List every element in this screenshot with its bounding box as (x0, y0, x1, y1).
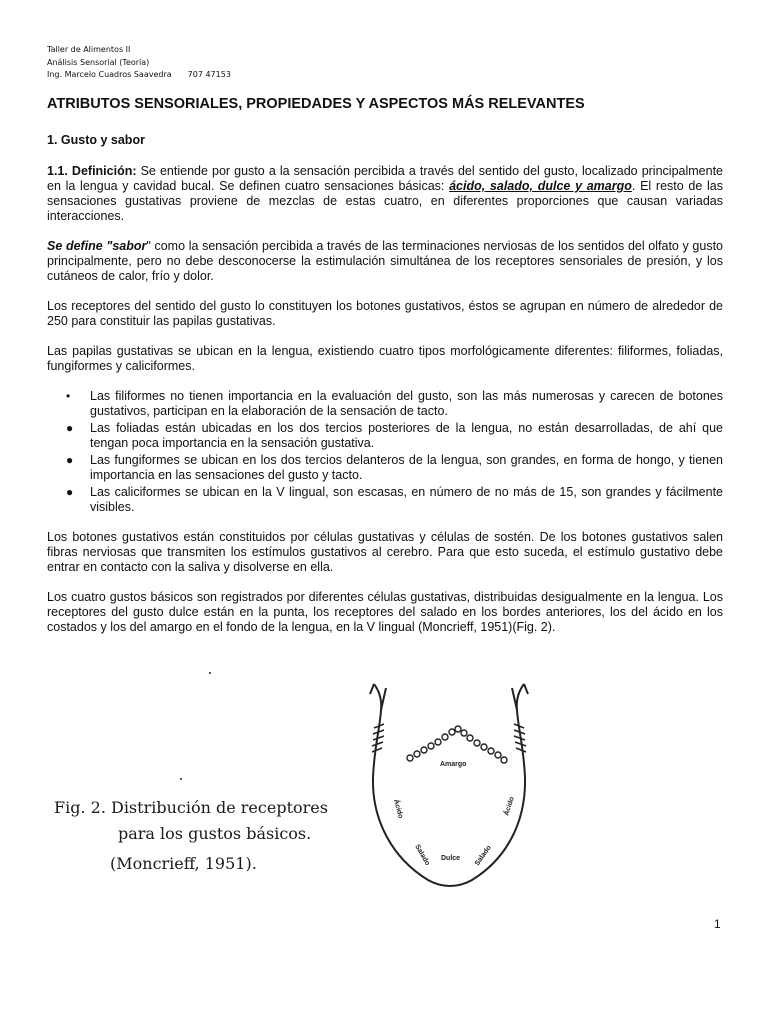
receptores-paragraph: Los receptores del sentido del gusto lo constituyen los botones gustativos, éstos se agrupan en número de alrededor de 250 para constituir las papilas gustativas. (47, 299, 723, 328)
sabor-paragraph (47, 239, 723, 284)
caption-line-2: para los gustos básicos. (118, 824, 312, 843)
bullet-marker: ● (66, 485, 74, 499)
bullet-marker: ● (66, 453, 74, 467)
list-item-text: Las fungiformes se ubican en los dos tercios delanteros de la lengua, son grandes, en forma de hongo, y tienen importancia en las sensaciones del gusto y tacto. (90, 453, 723, 482)
definition-paragraph (47, 164, 723, 224)
list-item (47, 421, 723, 451)
left-fork-mark (370, 684, 386, 710)
list-item (47, 389, 723, 419)
tongue-diagram-svg (360, 680, 540, 895)
right-fork-mark (512, 684, 528, 710)
section-heading: 1. Gusto y sabor (47, 133, 145, 147)
body-content (47, 164, 723, 650)
label-dulce: Dulce (441, 855, 461, 862)
caption-line-1: Fig. 2. Distribución de receptores (54, 798, 328, 817)
label-amargo: Amargo (440, 761, 467, 768)
basic-tastes-emphasis: ácido, salado, dulce y amargo (449, 179, 632, 193)
papilas-paragraph: Las papilas gustativas se ubican en la lengua, existiendo cuatro tipos morfológicamente diferentes: filiformes, foliadas, fungiformes y caliciformes. (47, 344, 723, 373)
sabor-lead: Se define "sabor (47, 239, 147, 253)
cuatro-gustos-paragraph: Los cuatro gustos básicos son registrados por diferentes células gustativas, distribuidas desigualmente en la lengua. Los receptores del gusto dulce están en la punta, los receptores del salado en los bordes anteriores, los del ácido en los costados y los del amargo en el fondo de la lengua, en la V lingual (Moncrieff, 1951)(Fig. 2). (47, 590, 723, 634)
teacher-name: Ing. Marcelo Cuadros Saavedra (47, 70, 172, 79)
definition-text-b: . El resto de las sensaciones gustativas proviene de mezclas de estas cuatro, en diferentes proporciones que causan variadas interacciones. (47, 179, 723, 223)
scan-speck (209, 672, 211, 674)
page-number: 1 (714, 917, 721, 931)
figure-caption (54, 795, 328, 877)
teacher-line (47, 69, 231, 82)
definition-label: 1.1. Definición: (47, 164, 137, 178)
tongue-diagram (360, 680, 540, 900)
label-acido-left: Ácido (392, 798, 404, 820)
list-item-text: Las foliadas están ubicadas en los dos tercios posteriores de la lengua, no están desarrolladas, de ahí que tengan poca importancia en la sensación gustativa. (90, 421, 723, 450)
papilas-list (47, 389, 723, 515)
document-header (47, 44, 231, 82)
teacher-phone: 707 47153 (187, 70, 231, 79)
list-item (47, 453, 723, 483)
list-item-text: Las filiformes no tienen importancia en la evaluación del gusto, son las más numerosas y carecen de botones gustativos, participan en la elaboración de la sensación de tacto. (90, 389, 723, 418)
definition-text-a: Se entiende por gusto a la sensación percibida a través del sentido del gusto, localizado principalmente en la lengua y cavidad bucal. Se definen cuatro sensaciones básicas: (47, 164, 723, 193)
page-title: ATRIBUTOS SENSORIALES, PROPIEDADES Y ASPECTOS MÁS RELEVANTES (47, 96, 585, 112)
label-acido-right: Ácido (503, 795, 516, 817)
list-item-text: Las caliciformes se ubican en la V lingual, son escasas, en número de no más de 15, son grandes y fácilmente visibles. (90, 485, 723, 514)
botones-paragraph: Los botones gustativos están constituidos por células gustativas y células de sostén. De los botones gustativos salen fibras nerviosas que transmiten los estímulos gustativos al cerebro. Para que esto suceda, el estímulo gustativo debe entrar en contacto con la saliva y disolverse en ella. (47, 530, 723, 574)
scan-speck (180, 778, 182, 780)
course-name: Taller de Alimentos II (47, 45, 131, 54)
label-salado-left: Salado (413, 843, 431, 867)
sabor-text: " como la sensación percibida a través de las terminaciones nerviosas de los sentidos del olfato y gusto principalmente, pero no debe desconocerse la estimulación simultánea de los receptores sensoriales de presión, y los cutáneos de calor, frío y dolor. (47, 239, 724, 283)
amargo-papillae (407, 726, 507, 763)
subject-name: Análisis Sensorial (Teoría) (47, 57, 150, 67)
list-item (47, 485, 723, 515)
caption-line-3: (Moncrieff, 1951). (110, 854, 257, 873)
bullet-marker: ● (66, 421, 74, 435)
bullet-marker: • (66, 389, 71, 403)
label-salado-right: Salado (473, 844, 493, 868)
